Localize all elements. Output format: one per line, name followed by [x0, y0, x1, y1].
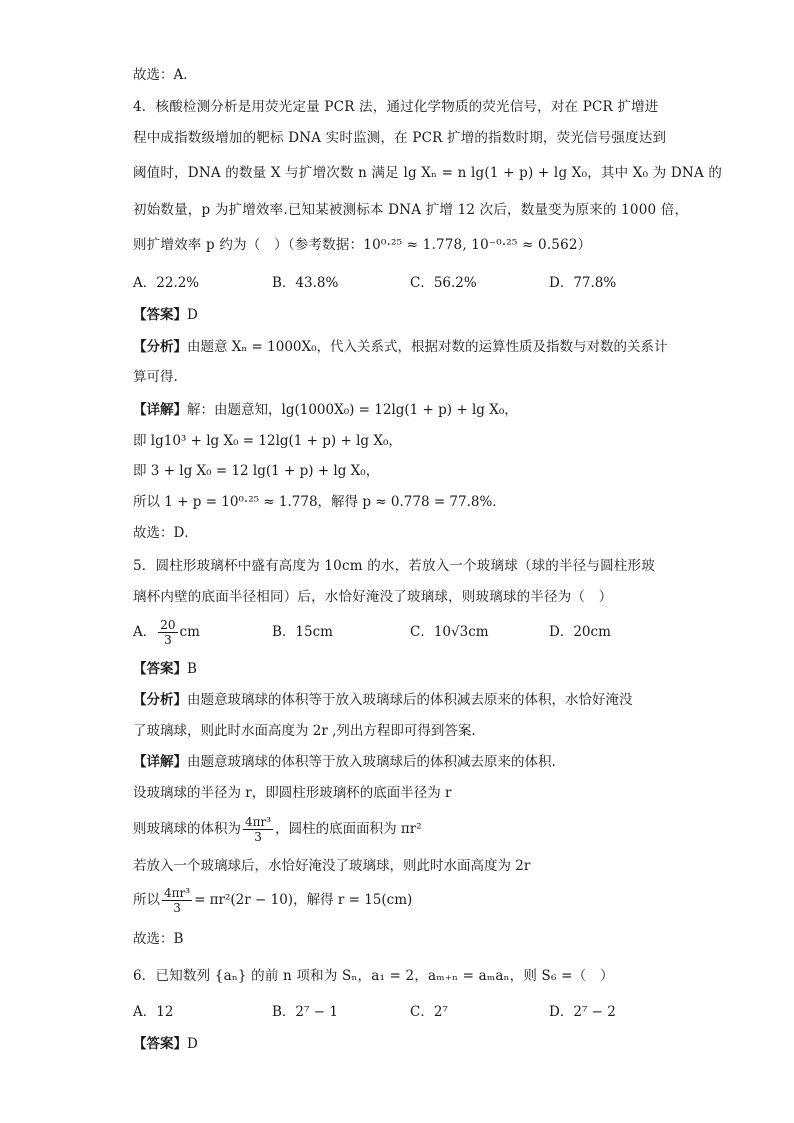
q5-analysis-line-2: 了玻璃球，则此时水面高度为 2r ,列出方程即可得到答案.	[133, 723, 476, 739]
q4-option-c: C．56.2%	[410, 275, 477, 291]
q4-detail-line-2: 即 lg10³ + lg X₀ = 12lg(1 + p) + lg X₀，	[133, 433, 402, 449]
q5-detail-line-2: 设玻璃球的半径为 r，即圆柱形玻璃杯的底面半径为 r	[133, 785, 452, 801]
q5-option-b: B．15cm	[272, 624, 333, 640]
answer-tag: 【答案】	[133, 307, 187, 323]
detail-tag: 【详解】	[133, 402, 187, 418]
q4-stem-line-4: 初始数量，p 为扩增效率.已知某被测标本 DNA 扩增 12 次后，数量变为原来的 1000 倍，	[133, 202, 689, 218]
q4-option-a: A．22.2%	[133, 275, 200, 291]
answer-value: D	[187, 1036, 198, 1052]
detail-text: 由题意玻璃球的体积等于放入玻璃球后的体积减去原来的体积.	[187, 754, 556, 770]
q4-answer	[133, 304, 198, 326]
q5-conclusion: 故选：B	[133, 931, 184, 947]
q6-answer	[133, 1033, 198, 1055]
answer-value: B	[187, 661, 197, 677]
answer-tag: 【答案】	[133, 1036, 187, 1052]
q3-conclusion: 故选：A．	[133, 67, 197, 83]
q6-option-c: C．2⁷	[410, 1004, 448, 1020]
analysis-tag: 【分析】	[133, 339, 187, 355]
q4-detail-line-4: 所以 1 + p = 10⁰·²⁵ ≈ 1.778，解得 p ≈ 0.778 = 77.8%．	[133, 494, 506, 510]
analysis-tag: 【分析】	[133, 692, 187, 708]
q4-stem-line-2: 程中成指数级增加的靶标 DNA 实时监测，在 PCR 扩增的指数时期，荧光信号强度达到	[133, 130, 667, 146]
q4-detail-line-1	[133, 399, 518, 421]
q5-option-a: A． $\frac{20}{3}$ cm	[133, 618, 200, 647]
fraction: $\frac{\text{4πr³}}{3}$	[164, 886, 191, 915]
q4-detail-line-3: 即 3 + lg X₀ = 12 lg(1 + p) + lg X₀，	[133, 463, 380, 479]
q6-option-a: A．12	[133, 1004, 174, 1020]
q5-stem-line-2: 璃杯内壁的底面半径相同）后，水恰好淹没了玻璃球，则玻璃球的半径为（ ）	[133, 589, 613, 605]
q5-option-c: C．10√3cm	[410, 624, 489, 640]
q6-option-b: B．2⁷ − 1	[272, 1004, 338, 1020]
q5-detail-line-3: 则玻璃球的体积为 $\frac{\text{4πr³}}{3}$ ，圆柱的底面面积为 πr²	[133, 815, 422, 844]
detail-text: 解：由题意知，lg(1000X₀) = 12lg(1 + p) + lg X₀，	[187, 402, 518, 418]
q4-conclusion: 故选：D．	[133, 525, 198, 541]
q4-stem-line-3: 阈值时，DNA 的数量 X 与扩增次数 n 满足 lg Xₙ = n lg(1 + p) + lg X₀，其中 X₀ 为 DNA 的	[133, 165, 723, 181]
q5-detail-line-1	[133, 751, 556, 773]
answer-value: D	[187, 307, 198, 323]
q4-stem-line-1: 4．核酸检测分析是用荧光定量 PCR 法，通过化学物质的荧光信号，对在 PCR 扩增进	[133, 99, 659, 115]
q5-option-d: D．20cm	[549, 624, 611, 640]
analysis-text: 由题意玻璃球的体积等于放入玻璃球后的体积减去原来的体积，水恰好淹没	[187, 692, 633, 708]
q5-detail-line-4: 若放入一个玻璃球后，水恰好淹没了玻璃球，则此时水面高度为 2r	[133, 858, 531, 874]
q5-answer	[133, 658, 197, 680]
fraction: $\frac{\text{4πr³}}{3}$	[245, 815, 272, 844]
q4-analysis-line-1	[133, 336, 668, 358]
q4-option-d: D．77.8%	[549, 275, 617, 291]
q4-option-b: B．43.8%	[272, 275, 339, 291]
q6-stem: 6．已知数列 {aₙ} 的前 n 项和为 Sₙ，a₁ = 2，aₘ₊ₙ = aₘaₙ，则 S₆ =（ ）	[133, 968, 614, 984]
q5-detail-line-5: 所以 $\frac{\text{4πr³}}{3}$ = πr²(2r − 10)，解得 r = 15(cm)	[133, 886, 413, 915]
fraction: $\frac{20}{3}$	[160, 618, 176, 647]
detail-tag: 【详解】	[133, 754, 187, 770]
answer-tag: 【答案】	[133, 661, 187, 677]
q4-stem-line-5: 则扩增效率 p 约为（ ）（参考数据：10⁰·²⁵ ≈ 1.778, 10⁻⁰·²⁵ ≈ 0.562）	[133, 237, 592, 253]
analysis-text: 由题意 Xₙ = 1000X₀，代入关系式，根据对数的运算性质及指数与对数的关系计	[187, 339, 668, 355]
q5-stem-line-1: 5．圆柱形玻璃杯中盛有高度为 10cm 的水，若放入一个玻璃球（球的半径与圆柱形玻	[133, 558, 655, 574]
q6-option-d: D．2⁷ − 2	[549, 1004, 616, 1020]
q4-analysis-line-2: 算可得.	[133, 369, 178, 385]
q5-analysis-line-1	[133, 689, 633, 711]
